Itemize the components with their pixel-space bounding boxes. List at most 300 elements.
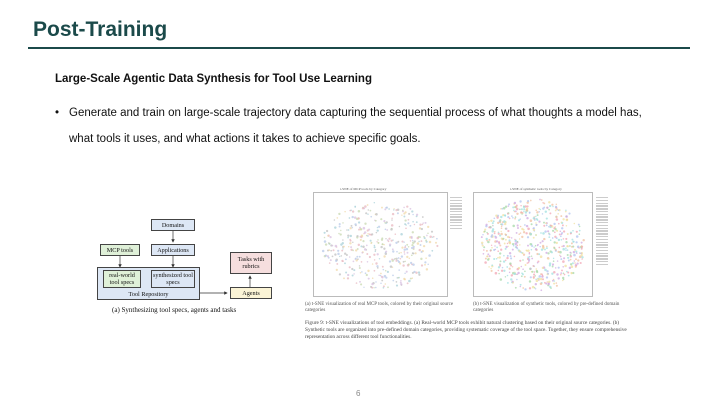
tsne-point	[515, 244, 517, 246]
tsne-point	[328, 257, 330, 259]
tsne-point	[406, 271, 408, 273]
tsne-point	[391, 219, 393, 221]
tsne-point	[380, 218, 382, 220]
tsne-point	[548, 281, 550, 283]
tsne-point	[404, 251, 406, 253]
tsne-point	[546, 246, 548, 248]
tsne-point	[565, 247, 567, 249]
tsne-point	[485, 224, 487, 226]
tsne-point	[332, 256, 334, 258]
tsne-point	[516, 244, 518, 246]
tsne-point	[381, 276, 383, 278]
tsne-point	[425, 239, 427, 241]
tsne-point	[533, 274, 535, 276]
tsne-point	[535, 234, 536, 235]
tsne-point	[507, 213, 509, 215]
tsne-point	[362, 207, 364, 209]
tsne-point	[385, 251, 387, 253]
tsne-point	[412, 272, 414, 274]
tsne-point	[427, 263, 429, 265]
tsne-point	[361, 271, 363, 273]
tsne-point	[330, 236, 332, 238]
tsne-point	[535, 209, 537, 211]
tsne-point	[324, 240, 327, 243]
tsne-point	[398, 257, 400, 259]
tsne-point	[555, 249, 557, 251]
tsne-point	[501, 227, 503, 229]
tsne-point	[575, 258, 577, 260]
tsne-point	[383, 220, 385, 222]
tsne-point	[521, 208, 523, 210]
tsne-point	[406, 256, 408, 258]
tsne-point	[498, 233, 500, 235]
tsne-point	[492, 222, 494, 224]
tsne-point	[400, 283, 402, 285]
tsne-point	[343, 277, 345, 279]
tsne-point	[535, 288, 536, 289]
tsne-point	[523, 254, 525, 256]
tsne-point	[538, 211, 540, 213]
tsne-point	[496, 216, 498, 218]
tsne-point	[377, 267, 379, 269]
tsne-point	[556, 285, 558, 287]
tsne-point	[352, 210, 354, 212]
tsne-point	[514, 202, 516, 204]
tsne-point	[359, 265, 361, 267]
tsne-point	[336, 217, 338, 219]
tsne-point	[336, 263, 338, 265]
tsne-point	[383, 248, 385, 250]
tsne-point	[515, 216, 517, 218]
tsne-point	[539, 246, 541, 248]
tsne-point	[360, 245, 362, 247]
tsne-point	[535, 245, 537, 247]
tsne-point	[571, 239, 573, 241]
tsne-point	[404, 219, 406, 221]
tsne-point	[348, 229, 350, 231]
tsne-point	[515, 206, 517, 208]
tsne-point	[512, 243, 514, 245]
tsne-point	[328, 249, 330, 251]
tsne-point	[504, 243, 506, 245]
tsne-point	[581, 245, 583, 247]
tsne-point	[519, 238, 520, 239]
tsne-point	[567, 245, 569, 247]
tsne-point	[575, 241, 577, 243]
tsne-point	[334, 226, 336, 228]
tsne-point	[496, 240, 498, 242]
tsne-point	[509, 237, 511, 239]
tsne-point	[520, 284, 522, 286]
tsne-point	[401, 246, 403, 248]
tsne-point	[482, 245, 484, 247]
tsne-point	[385, 270, 387, 272]
tsne-point	[356, 256, 358, 258]
tsne-point	[503, 260, 505, 262]
tsne-point	[540, 255, 543, 258]
tsne-point	[547, 281, 549, 283]
tsne-point	[496, 247, 498, 249]
tsne-point	[396, 251, 398, 253]
tsne-point	[418, 236, 420, 238]
bullet-marker: •	[55, 107, 60, 119]
tsne-point	[506, 257, 508, 259]
tsne-point	[358, 210, 361, 213]
tsne-point	[405, 224, 407, 226]
tsne-point	[552, 206, 554, 208]
tsne-point	[574, 223, 576, 225]
tsne-point	[512, 249, 514, 251]
tsne-point	[365, 272, 367, 274]
tsne-point	[499, 252, 501, 254]
tsne-point	[565, 211, 567, 213]
tsne-point	[363, 287, 364, 288]
tsne-point	[398, 269, 400, 271]
tsne-point	[519, 200, 521, 202]
tsne-point	[503, 255, 505, 257]
tsne-point	[506, 266, 508, 268]
tsne-point	[390, 265, 393, 268]
tsne-point	[375, 251, 376, 252]
tsne-point	[572, 241, 574, 243]
tsne-point	[554, 231, 556, 233]
tsne-point	[392, 280, 394, 282]
tsne-point	[407, 282, 409, 284]
tsne-point	[572, 230, 574, 232]
tsne-point	[573, 254, 576, 257]
plot1-title: t-SNE of MCP tools by Category	[340, 187, 387, 191]
tsne-point	[368, 278, 370, 280]
tsne-point	[385, 238, 386, 239]
tsne-point	[408, 219, 410, 221]
tsne-point	[407, 222, 409, 224]
tsne-point	[546, 247, 548, 249]
tsne-point	[419, 224, 421, 226]
tsne-point	[523, 231, 525, 233]
tsne-point	[365, 212, 367, 214]
tsne-point	[565, 241, 567, 243]
tsne-point	[500, 223, 502, 225]
tsne-point	[368, 209, 369, 210]
tsne-point	[507, 275, 509, 277]
tsne-point	[401, 241, 403, 243]
agents-box: Agents	[230, 287, 272, 299]
tsne-point	[383, 244, 385, 246]
tsne-point	[515, 287, 517, 289]
tsne-point	[566, 225, 568, 227]
tsne-point	[369, 233, 371, 235]
tsne-point	[530, 268, 532, 270]
diagram-caption: (a) Synthesizing tool specs, agents and tasks	[112, 306, 237, 314]
tsne-point	[422, 222, 423, 223]
tsne-point	[431, 231, 433, 233]
tsne-point	[406, 248, 409, 251]
tsne-point	[509, 272, 510, 273]
tsne-point	[490, 220, 492, 222]
tsne-point	[554, 236, 556, 238]
tsne-point	[366, 253, 368, 255]
tsne-point	[342, 248, 343, 249]
tsne-point	[376, 232, 377, 233]
tsne-point	[557, 260, 558, 261]
tsne-point	[370, 242, 372, 244]
tsne-point	[376, 241, 377, 242]
tsne-point	[418, 274, 420, 276]
tsne-point	[364, 205, 367, 208]
tsne-point	[503, 207, 506, 210]
tsne-point	[327, 235, 329, 237]
tsne-point	[329, 243, 331, 245]
tsne-point	[352, 250, 354, 252]
tsne-point	[342, 242, 344, 244]
tsne-point	[578, 224, 580, 226]
tsne-point	[416, 221, 418, 223]
slide-title: Post-Training	[33, 18, 168, 41]
tsne-point	[525, 264, 527, 266]
tsne-point	[524, 288, 526, 290]
tsne-point	[567, 254, 569, 256]
tsne-point	[509, 262, 511, 264]
tsne-point	[525, 249, 527, 251]
tsne-point	[512, 217, 514, 219]
tsne-point	[548, 201, 550, 203]
tsne-point	[367, 204, 369, 206]
tsne-point	[388, 238, 390, 240]
tsne-point	[540, 278, 542, 280]
tsne-point	[381, 280, 383, 282]
tsne-point	[363, 233, 364, 234]
tsne-point	[509, 242, 511, 244]
tsne-point	[410, 278, 412, 280]
tsne-point	[408, 263, 410, 265]
tsne-point	[392, 213, 394, 215]
tsne-point	[412, 252, 414, 254]
tsne-point	[392, 250, 394, 252]
tsne-point	[500, 249, 502, 251]
tsne-point	[494, 245, 495, 246]
tsne-point	[509, 252, 511, 254]
tsne-point	[485, 258, 487, 260]
tsne-point	[513, 245, 515, 247]
tsne-point	[553, 258, 554, 259]
tsne-point	[527, 228, 530, 231]
tsne-point	[537, 219, 539, 221]
tsne-point	[344, 211, 346, 213]
tsne-point	[352, 274, 354, 276]
tsne-point	[579, 230, 581, 232]
tsne-point	[582, 239, 584, 241]
tsne-point	[361, 252, 363, 254]
tsne-point	[519, 208, 521, 210]
tsne-point	[412, 277, 414, 279]
tsne-point	[574, 262, 576, 264]
tsne-point	[498, 270, 500, 272]
tsne-point	[530, 200, 532, 202]
tsne-point	[507, 255, 509, 257]
tsne-point	[509, 218, 511, 220]
tsne-point	[387, 271, 389, 273]
tsne-point	[494, 231, 496, 233]
tsne-point	[548, 236, 550, 238]
tsne-point	[435, 242, 437, 244]
tsne-plot-mcp-points	[314, 193, 447, 296]
tsne-point	[381, 207, 383, 209]
tsne-point	[552, 266, 554, 268]
tsne-point	[397, 241, 399, 243]
tsne-point	[396, 285, 398, 287]
tool-repository-label: Tool Repository	[128, 291, 169, 298]
tsne-point	[403, 261, 405, 263]
tsne-point	[403, 241, 405, 243]
tsne-point	[507, 282, 509, 284]
tsne-point	[517, 272, 519, 274]
plot1-legend	[450, 197, 462, 230]
tsne-point	[505, 260, 507, 262]
tsne-point	[397, 277, 399, 279]
tsne-point	[545, 252, 547, 254]
tsne-point	[552, 237, 554, 239]
tsne-point	[382, 266, 384, 268]
tsne-point	[569, 245, 571, 247]
tsne-point	[573, 251, 575, 253]
tsne-point	[498, 273, 499, 274]
tsne-point	[347, 235, 349, 237]
tsne-point	[504, 215, 506, 217]
tsne-point	[360, 239, 362, 241]
tsne-point	[411, 244, 413, 246]
tsne-point	[326, 230, 328, 232]
tsne-point	[549, 212, 551, 214]
figure-caption: Figure 9: t-SNE visualizations of tool embeddings. (a) Real-world MCP tools exhibit natural clustering based on their original source categories. (b) Synthetic tools are organized into pre-defined domain categories, providing systematic coverage of the tool space. Together, they ensure comprehensive representation across different tool functionalities.	[305, 320, 627, 340]
tsne-point	[344, 262, 346, 264]
tsne-point	[385, 229, 387, 231]
tsne-point	[556, 282, 558, 284]
tsne-point	[560, 235, 562, 237]
tsne-point	[334, 219, 336, 221]
tsne-point	[339, 226, 341, 228]
tsne-point	[414, 252, 416, 254]
tsne-point	[402, 264, 404, 266]
tsne-point	[562, 260, 565, 263]
tsne-point	[395, 260, 397, 262]
tsne-point	[335, 260, 337, 262]
tsne-point	[529, 253, 531, 255]
tsne-point	[353, 273, 355, 275]
tsne-point	[349, 210, 351, 212]
tsne-point	[354, 206, 356, 208]
tsne-point	[486, 232, 488, 234]
tsne-point	[342, 222, 344, 224]
tsne-point	[490, 235, 492, 237]
tsne-point	[556, 204, 557, 205]
tsne-point	[361, 236, 363, 238]
tsne-point	[492, 228, 494, 230]
mcp-tools-box: MCP tools	[100, 244, 140, 256]
tsne-point	[535, 279, 536, 280]
tsne-point	[568, 275, 570, 277]
tsne-point	[497, 250, 499, 252]
tsne-point	[400, 258, 402, 260]
tsne-point	[412, 263, 415, 266]
tsne-point	[394, 258, 396, 260]
tsne-point	[510, 278, 512, 280]
tsne-point	[499, 263, 500, 264]
tsne-point	[519, 260, 521, 262]
tsne-point	[364, 223, 366, 225]
tsne-point	[505, 234, 507, 236]
tsne-point	[558, 247, 560, 249]
tsne-point	[385, 207, 387, 209]
tsne-point	[495, 272, 498, 275]
tsne-point	[500, 231, 501, 232]
tsne-point	[398, 261, 400, 263]
tsne-point	[409, 208, 411, 210]
tsne-point	[363, 227, 366, 230]
tsne-point	[525, 232, 527, 234]
tsne-point	[412, 221, 414, 223]
tsne-point	[432, 237, 433, 238]
tsne-point	[339, 273, 341, 275]
tsne-point	[556, 242, 558, 244]
tsne-point	[542, 207, 544, 209]
tsne-point	[555, 206, 557, 208]
tsne-point	[330, 250, 332, 252]
tsne-point	[420, 258, 422, 260]
tsne-point	[526, 217, 528, 219]
tsne-point	[526, 225, 528, 227]
tsne-point	[404, 253, 406, 255]
tsne-point	[366, 245, 368, 247]
tsne-point	[416, 214, 418, 216]
tsne-point	[487, 241, 490, 244]
tsne-point	[560, 231, 562, 233]
tsne-point	[540, 209, 541, 210]
tsne-point	[544, 249, 546, 251]
tsne-point	[338, 213, 340, 215]
tsne-point	[542, 275, 544, 277]
tsne-point	[571, 242, 573, 244]
tsne-point	[493, 220, 495, 222]
tsne-point	[500, 208, 502, 210]
tsne-point	[424, 237, 426, 239]
tsne-point	[516, 247, 518, 249]
tsne-point	[508, 239, 510, 241]
tsne-point	[512, 206, 514, 208]
tsne-point	[500, 260, 502, 262]
tsne-point	[564, 274, 566, 276]
tsne-point	[553, 283, 555, 285]
tsne-point	[370, 240, 372, 242]
tsne-point	[546, 225, 548, 227]
tsne-point	[483, 249, 485, 251]
tsne-point	[531, 271, 533, 273]
tsne-point	[367, 233, 369, 235]
tsne-point	[519, 286, 521, 288]
tsne-point	[569, 267, 571, 269]
tsne-point	[341, 255, 343, 257]
tsne-point	[384, 208, 386, 210]
tsne-point	[372, 277, 374, 279]
tsne-point	[522, 287, 524, 289]
tsne-point	[561, 269, 563, 271]
tsne-point	[579, 233, 581, 235]
tsne-point	[499, 256, 501, 258]
tsne-point	[535, 222, 537, 224]
tsne-point	[488, 239, 490, 241]
tsne-point	[523, 211, 525, 213]
tsne-point	[488, 226, 490, 228]
tsne-point	[324, 237, 326, 239]
